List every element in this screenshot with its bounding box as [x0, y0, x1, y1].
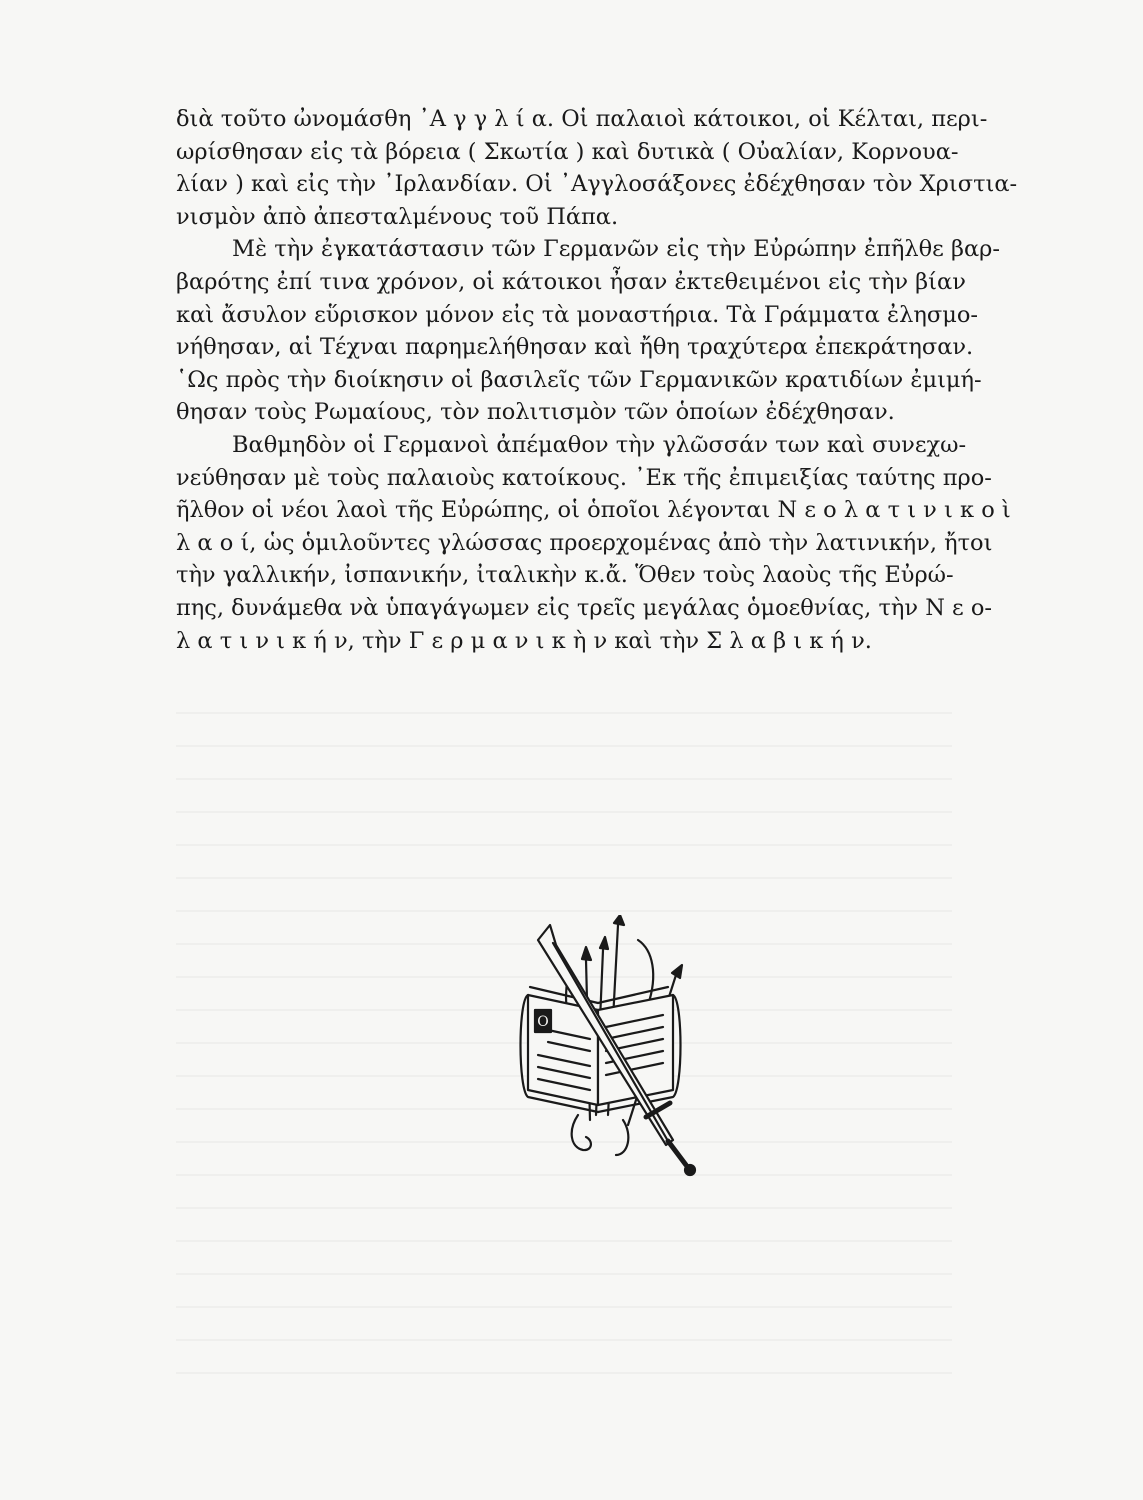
- text-line: λίαν ) καὶ εἰς τὴν ᾿Ιρλανδίαν. Οἱ ᾿Αγγλοσάξονες ἐδέχθησαν τὸν Χριστια-: [176, 171, 1018, 198]
- text-line: θησαν τοὺς Ρωμαίους, τὸν πολιτισμὸν τῶν ὁποίων ἐδέχθησαν.: [176, 399, 895, 426]
- text-line: τὴν γαλλικήν, ἰσπανικήν, ἰταλικὴν κ.ἄ. Ὅθεν τοὺς λαοὺς τῆς Εὐρώ-: [176, 562, 954, 589]
- text-line: νήθησαν, αἱ Τέχναι παρημελήθησαν καὶ ἤθη τραχύτερα ἐπεκράτησαν.: [176, 334, 974, 361]
- text-line: ωρίσθησαν εἰς τὰ βόρεια ( Σκωτία ) καὶ δυτικὰ ( Οὐαλίαν, Κορνουα-: [176, 138, 959, 165]
- text-line: ῾Ως πρὸς τὴν διοίκησιν οἱ βασιλεῖς τῶν Γερμανικῶν κρατιδίων ἐμιμή-: [176, 366, 982, 393]
- text-line: βαρότης ἐπί τινα χρόνον, οἱ κάτοικοι ἦσαν ἐκτεθειμένοι εἰς τὴν βίαν: [176, 268, 966, 295]
- paragraph-2: [176, 233, 1000, 429]
- text-line: ῆλθον οἱ νέοι λαοὶ τῆς Εὐρώπης, οἱ ὁποῖοι λέγονται Ν ε ο λ α τ ι ν ι κ ο ὶ: [176, 497, 1011, 524]
- text-line: νισμὸν ἀπὸ ἀπεσταλμένους τοῦ Πάπα.: [176, 203, 619, 230]
- text-line: Βαθμηδὸν οἱ Γερμανοὶ ἀπέμαθον τὴν γλῶσσάν των καὶ συνεχω-: [232, 431, 967, 458]
- text-line: καὶ ἄσυλον εὕρισκον μόνον εἰς τὰ μοναστήρια. Τὰ Γράμματα ἐλησμο-: [176, 301, 978, 328]
- paragraph-1: [176, 103, 1018, 233]
- text-line: πης, δυνάμεθα νὰ ὑπαγάγωμεν εἰς τρεῖς μεγάλας ὁμοεθνίας, τὴν Ν ε ο-: [176, 594, 993, 621]
- paragraph-3: [176, 429, 1011, 657]
- text-line: διὰ τοῦτο ὠνομάσθη ᾿Α γ γ λ ί α. Οἱ παλαιοὶ κάτοικοι, οἱ Κέλται, περι-: [176, 106, 988, 132]
- text-line: Μὲ τὴν ἐγκατάστασιν τῶν Γερμανῶν εἰς τὴν Εὐρώπην ἐπῆλθε βαρ-: [232, 236, 1000, 263]
- text-line: λ α τ ι ν ι κ ή ν, τὴν Γ ε ρ μ α ν ι κ ὴ ν καὶ τὴν Σ λ α β ι κ ή ν.: [176, 627, 872, 654]
- text-line: νεύθησαν μὲ τοὺς παλαιοὺς κατοίκους. ᾿Εκ τῆς ἐπιμειξίας ταύτης προ-: [176, 464, 992, 491]
- ornament-letter: Ο: [537, 1014, 549, 1030]
- text-line: λ α ο ί, ὡς ὁμιλοῦντες γλώσσας προερχομένας ἀπὸ τὴν λατινικήν, ἤτοι: [176, 529, 993, 556]
- body-text: [176, 103, 1018, 657]
- book-sword-quills-ornament-icon: [508, 915, 708, 1180]
